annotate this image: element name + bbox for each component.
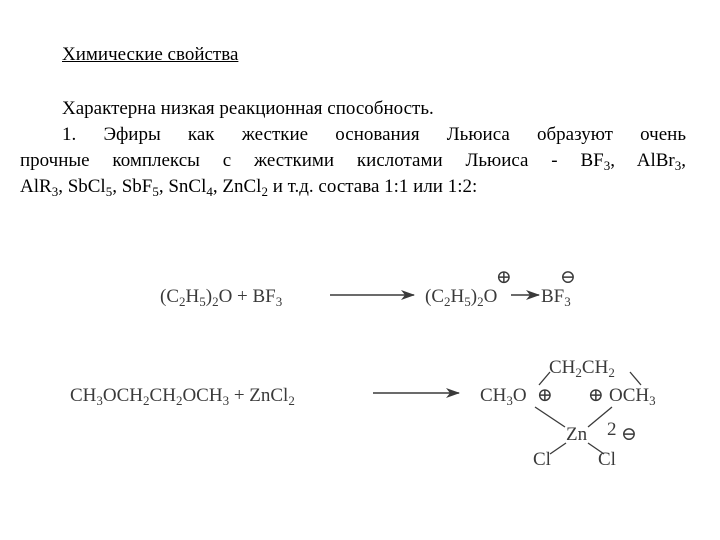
complex-right-methoxy: $OCH_3$ [609, 385, 656, 408]
plus-charge-right-icon: ⊕ [588, 385, 604, 406]
section-heading: Химические свойства [62, 44, 239, 65]
reaction-1-product-bf3: $BF_3$ [541, 286, 571, 309]
reaction-2 [70, 357, 656, 470]
reaction-1 [160, 267, 576, 309]
reaction-1-product-ether: $(C_2H_5)_2O$ [425, 286, 498, 309]
bond-left-bridge [539, 372, 550, 385]
chlorine-left: Cl [533, 449, 551, 470]
bond-zn-cl-left [550, 443, 566, 454]
charge-number: 2 [607, 419, 617, 440]
plus-charge-icon: ⊕ [496, 267, 512, 288]
paragraph-point-1-continued: прочные комплексы с жесткими кислотами Льюиса - $BF_3$, AlBr$_3$, [20, 150, 686, 173]
plus-charge-left-icon: ⊕ [537, 385, 553, 406]
reaction-1-reactants: $(C_2H_5)_2O + BF_3$ [160, 286, 283, 309]
bond-o-zn-left [535, 407, 565, 427]
paragraph-point-1-end: AlR$_3$, SbCl$_5$, SbF$_5$, SnCl$_4$, ZnCl$_2$ и т.д. состава 1:1 или 1:2: [20, 176, 478, 199]
minus-charge-zn-icon: ⊖ [621, 424, 637, 445]
chlorine-right: Cl [598, 449, 616, 470]
reaction-2-reactants: $CH_3OCH_2CH_2OCH_3$ + ZnCl$_2$ [70, 385, 295, 408]
paragraph-intro: Характерна низкая реакционная способность. [62, 98, 434, 119]
complex-left-methoxy: $CH_3O$ [480, 385, 527, 408]
zinc-atom: Zn [566, 424, 588, 445]
ethylene-bridge: $CH_2CH_2$ [549, 357, 615, 380]
bond-right-bridge [630, 372, 641, 385]
paragraph-point-1: 1. Эфиры как жесткие основания Льюиса образуют очень [62, 124, 686, 145]
minus-charge-icon: ⊖ [560, 267, 576, 288]
